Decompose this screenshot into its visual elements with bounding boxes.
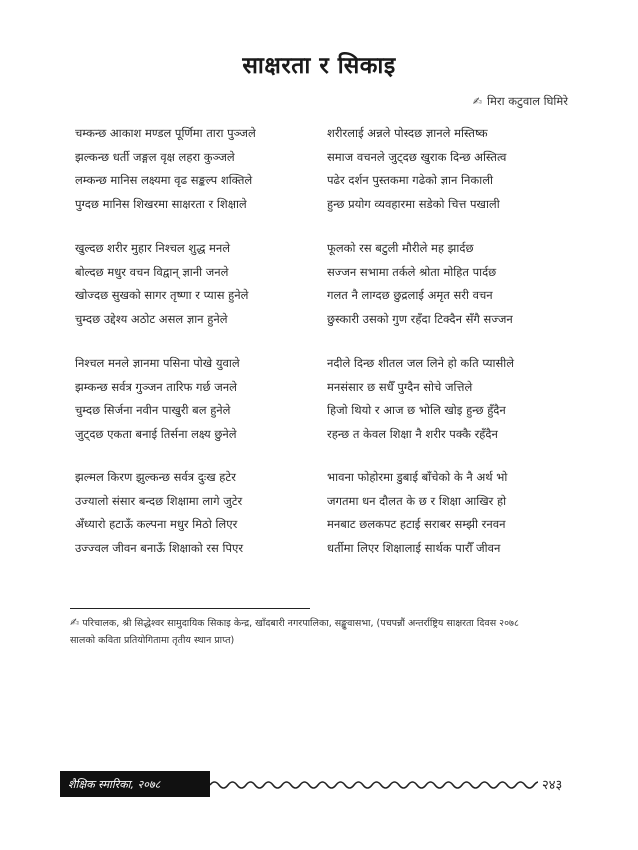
verse-line: हिजो थियो र आज छ भोलि खोइ हुन्छ हुँदैन [327,403,506,417]
verse-line: खोज्दछ सुखको सागर तृष्णा र प्यास हुनेले [75,288,249,302]
verse-line: छुस्कारी उसको गुण रहँदा टिक्दैन सँगै सज्जन [327,311,513,326]
decorative-wave-rule [210,774,538,796]
verse-line: जगतमा धन दौलत के छ र शिक्षा आखिर हो [327,493,507,508]
verse-line: मनसंसार छ सधैँ पुग्दैन सोचे जत्तिले [327,379,473,394]
verse-line: जुट्दछ एकता बनाई तिर्सना लक्ष्य छुनेले [75,426,237,441]
stanza-right-1 [327,122,572,216]
footnote-text: परिचालक, श्री सिद्धेश्वर सामुदायिक सिकाइ केन्द्र, खाँदबारी नगरपालिका, सङ्खुवासभा, (पचपन्नौं अन्तर्राष्ट्रिय साक्षरता दिवस २०७८ [82,618,519,629]
stanza-right-4 [327,466,572,560]
verse-line: चुम्दछ उद्देश्य अठोट असल ज्ञान हुनेले [75,311,228,326]
author-line [473,94,568,109]
stanza-left-4 [75,466,320,560]
verse-line: खुल्दछ शरीर मुहार निश्चल शुद्ध मनले [75,241,231,255]
verse-line: हुन्छ प्रयोग व्यवहारमा सडेको चित्त पखाली [327,196,500,211]
verse-line: मनबाट छलकपट हटाई सराबर सम्झी रनवन [327,517,506,531]
verse-line: अँध्यारो हटाऊँ कल्पना मधुर मिठो लिएर [75,517,238,531]
verse-line: फूलको रस बटुली मौरीले मह झार्दछ [327,241,474,255]
verse-line: उज्यालो संसार बन्दछ शिक्षामा लागे जुटेर [75,493,243,508]
verse-line: पढेर दर्शन पुस्तकमा गढेको ज्ञान निकाली [327,173,493,187]
verse-line: झम्कन्छ सर्वत्र गुञ्जन तारिफ गर्छ जनले [75,379,237,394]
footnote [70,615,575,649]
verse-line: बोल्दछ मधुर वचन विद्वान् ज्ञानी जनले [75,264,229,279]
footnote-line-2: सालको कविता प्रतियोगितामा तृतीय स्थान प्राप्त) [70,634,235,646]
stanza-right-3 [327,352,572,446]
verse-line: चम्कन्छ आकाश मण्डल पूर्णिमा तारा पुञ्जले [75,126,256,140]
stanza-right-2 [327,237,572,331]
pen-icon: ✍ [472,95,483,108]
footnote-divider [70,608,310,609]
footnote-line-1 [70,615,575,633]
footer-publication-label: शैक्षिक स्मारिका, २०७८ [60,771,210,797]
verse-line: लम्कन्छ मानिस लक्ष्यमा वृढ सङ्कल्प शक्तिले [75,173,253,187]
poem-title: साक्षरता र सिकाइ [242,53,396,79]
verse-line: धर्तीमा लिएर शिक्षालाई सार्थक पारौँ जीवन [327,540,501,555]
verse-line: झल्कन्छ धर्ती जङ्गल वृक्ष लहरा कुञ्जले [75,149,235,164]
verse-line: शरीरलाई अन्नले पोस्दछ ज्ञानले मस्तिष्क [327,126,488,140]
verse-line: रहन्छ त केवल शिक्षा नै शरीर पक्कै रहँदैन [327,426,498,441]
page-number: २४३ [542,778,563,793]
verse-line: समाज वचनले जुट्दछ खुराक दिन्छ अस्तित्व [327,149,507,164]
verse-line: नदीले दिन्छ शीतल जल लिने हो कति प्यासीले [327,356,515,370]
verse-line: भावना फोहोरमा डुबाई बाँचेको के नै अर्थ भो [327,470,508,484]
stanza-left-2 [75,237,320,331]
verse-line: उज्ज्वल जीवन बनाऊँ शिक्षाको रस पिएर [75,540,244,555]
verse-line: सज्जन सभामा तर्कले श्रोता मोहित पार्दछ [327,264,497,279]
stanza-left-1 [75,122,320,216]
verse-line: चुम्दछ सिर्जना नवीन पाखुरी बल हुनेले [75,403,231,417]
pen-icon: ✍ [70,616,80,629]
verse-line: झल्मल किरण झुल्कन्छ सर्वत्र दुःख हटेर [75,470,236,484]
stanza-left-3 [75,352,320,446]
verse-line: पुग्दछ मानिस शिखरमा साक्षरता र शिक्षाले [75,196,247,211]
verse-line: निश्चल मनले ज्ञानमा पसिना पोखे युवाले [75,356,240,370]
author-name: मिरा कटुवाल घिमिरे [487,94,568,108]
verse-line: गलत नै लाग्दछ छुद्रलाई अमृत सरी वचन [327,288,493,302]
